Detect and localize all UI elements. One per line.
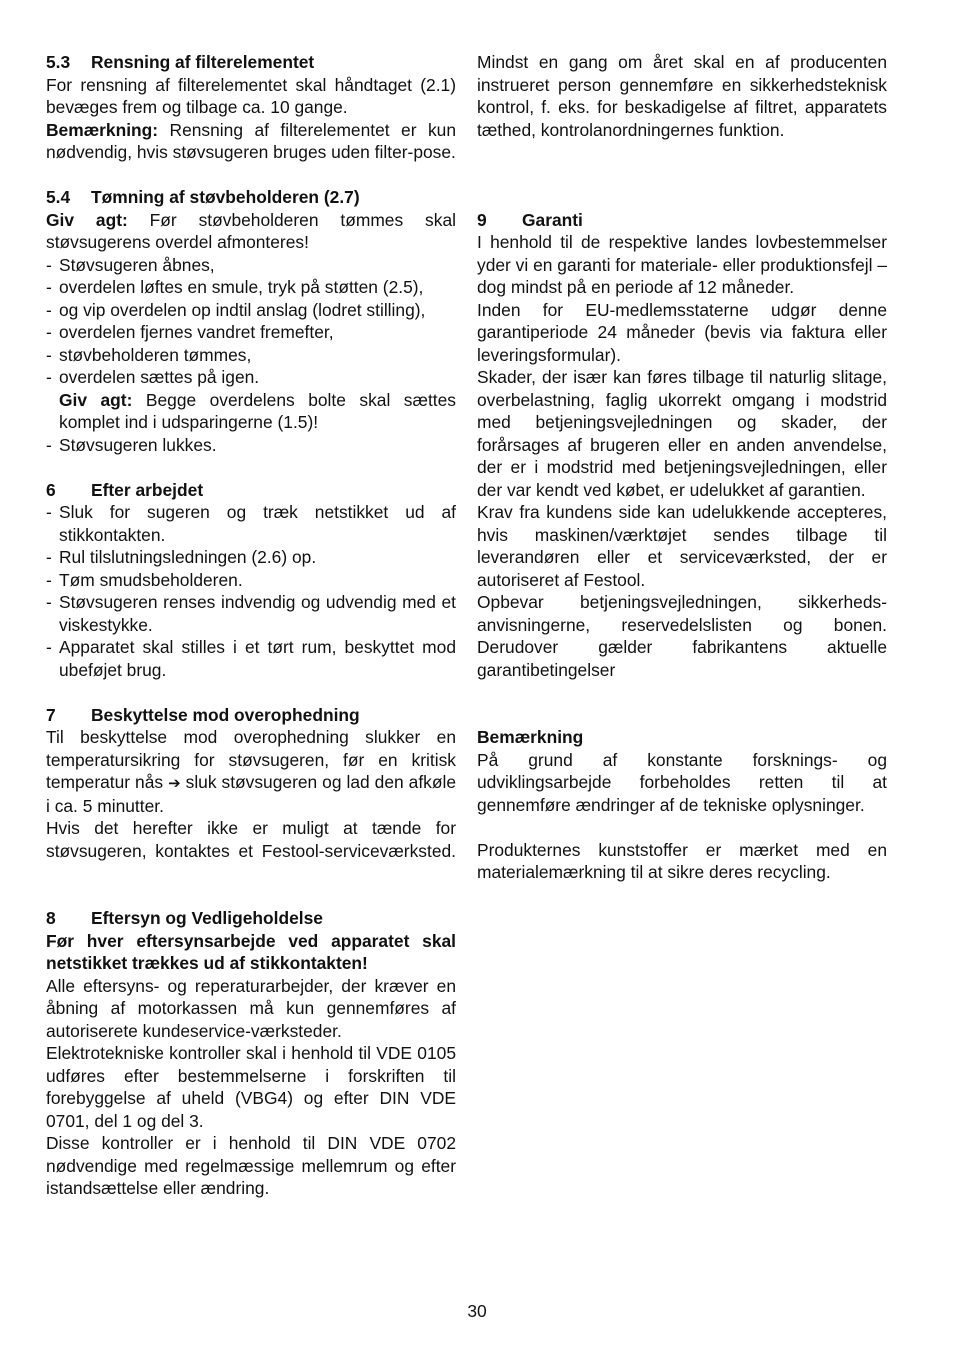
paragraph: For rensning af filterelementet skal håndtaget (2.1) bevæges frem og tilbage ca. 10 gange. [46,74,456,117]
paragraph: Disse kontroller er i henhold til DIN VDE 0702 nødvendige med regelmæssige mellemrum og efter istandsættelse eller ændring. [46,1133,456,1198]
section-heading [46,704,456,727]
warning-paragraph [46,209,456,254]
paragraph: Elektrotekniske kontroller skal i henhold til VDE 0105 udføres efter bestemmelserne i forskriften til forebyggelse af uheld (VBG4) og efter DIN VDE 0701, del 1 og del 3. [46,1043,456,1131]
paragraph: Skader, der især kan føres tilbage til naturlig slitage, overbelastning, faglig ukorrekt omgang i modstrid med betjeningsvejledningen og skader, der forårsages af brugeren eller en anden anvendelse, der er i modstrid med betjeningsvejledningen, eller der var kendt ved købet, er udelukket af garantien. [477,367,887,500]
section-9 [477,209,887,682]
right-column [477,51,887,884]
left-column [46,51,456,1200]
list-item: - Støvsugeren åbnes, [46,254,456,277]
paragraph: Alle eftersyns- og reperaturarbejder, der kræver en åbning af motorkassen må kun gennemføres af autoriserete kundeservice-værksteder. [46,975,456,1041]
arrow-right-icon: ➔ [168,774,181,792]
section-title: Tømning af støvbeholderen (2.7) [91,187,360,207]
text: sluk støvsugeren og lad den afkøle i ca. 5 minutter. [46,772,457,816]
list-item: - støvbeholderen tømmes, [46,344,456,367]
page-number: 30 [467,1301,487,1321]
paragraph: Hvis det herefter ikke er muligt at tænde for støvsugeren, kontaktes et Festool-serviceværksted. [46,818,456,861]
list-item: - Sluk for sugeren og træk netstikket ud af stikkontakten. [46,501,456,546]
section-5-3 [46,51,456,164]
section-title: Rensning af filterelementet [91,52,315,72]
text: Til beskyttelse mod overophedning slukker en temperatursikring for støvsugeren, før en kritisk temperatur nås [46,727,456,792]
sub-warning-text: Begge overdelens bolte skal sættes komplet ind i udsparingerne (1.5)! [59,389,456,432]
note-text: Rensning af filterelementet er kun nødvendig, hvis støvsugeren bruges uden filter-pose. [46,119,456,162]
section-heading [46,51,456,74]
section-number: 5.4 [46,187,71,207]
section-number: 7 [46,704,56,725]
bold-warning: Før hver eftersynsarbejde ved apparatet skal netstikket trækkes ud af stikkontakten! [46,930,456,973]
paragraph: Inden for EU-medlemsstaterne udgør denne garantiperiode 24 måneder (bevis via faktura eller leveringsformular). [477,299,887,365]
intro-paragraph: Mindst en gang om året skal en af producenten instrueret person gennemføre en sikkerhedsteknisk kontrol, f. eks. for beskadigelse af filtret, apparatets tæthed, kontrolanordningernes funktion. [477,52,887,140]
paragraph: Opbevar betjeningsvejledningen, sikkerheds-anvisningerne, reservedelslisten og bonen. Derudover gælder fabrikantens aktuelle garantibetingelser [477,592,887,680]
sub-warning-label: Giv agt: [59,389,133,410]
section-number: 6 [46,479,56,500]
section-5-4 [46,186,456,456]
step-list [46,254,456,389]
note-section [477,726,887,884]
paragraph: På grund af konstante forsknings- og udviklingsarbejde forbeholdes retten til at gennemføre ændringer af de tekniske oplysninger. [477,749,887,815]
section-heading [46,479,456,502]
note-heading: Bemærkning [477,727,584,747]
section-title: Beskyttelse mod overophedning [91,704,360,725]
list-item: - Tøm smudsbeholderen. [46,569,456,592]
list-item: - overdelen løftes en smule, tryk på støtten (2.5), [46,276,456,299]
list-item: - Støvsugeren lukkes. [46,434,456,457]
section-number: 9 [477,209,487,230]
section-8 [46,907,456,1200]
sub-warning [46,389,456,434]
section-number: 5.3 [46,52,71,72]
list-item: - Apparatet skal stilles i et tørt rum, beskyttet mod ubeføjet brug. [46,636,456,681]
note-label: Bemærkning: [46,119,159,140]
section-heading [46,186,456,209]
section-6 [46,479,456,682]
paragraph [46,726,456,817]
section-title: Garanti [522,209,583,230]
section-heading [477,209,887,232]
section-number: 8 [46,908,56,928]
section-7 [46,704,456,863]
step-list [46,501,456,681]
paragraph: I henhold til de respektive landes lovbestemmelser yder vi en garanti for materiale- eller produktionsfejl – dog mindst på en periode af 12 måneder. [477,232,887,297]
paragraph: Krav fra kundens side kan udelukkende accepteres, hvis maskinen/værktøjet sendes tilbage til leverandøren eller et serviceværksted, der er autoriseret af Festool. [477,502,887,590]
list-item: - overdelen sættes på igen. [46,366,456,389]
paragraph: Produkternes kunststoffer er mærket med en materialemærkning til at sikre deres recycling. [477,839,887,882]
list-item: - Støvsugeren renses indvendig og udvendig med et viskestykke. [46,591,456,636]
list-item: - og vip overdelen op indtil anslag (lodret stilling), [46,299,456,322]
warning-text: Før støvbeholderen tømmes skal støvsugerens overdel afmonteres! [46,209,456,252]
note-paragraph [46,119,456,164]
warning-label: Giv agt: [46,209,128,230]
step-list-end [46,434,456,457]
list-item: - overdelen fjernes vandret fremefter, [46,321,456,344]
section-title: Eftersyn og Vedligeholdelse [91,908,323,928]
section-title: Efter arbejdet [91,479,204,500]
list-item: - Rul tilslutningsledningen (2.6) op. [46,546,456,569]
section-heading [46,907,456,930]
